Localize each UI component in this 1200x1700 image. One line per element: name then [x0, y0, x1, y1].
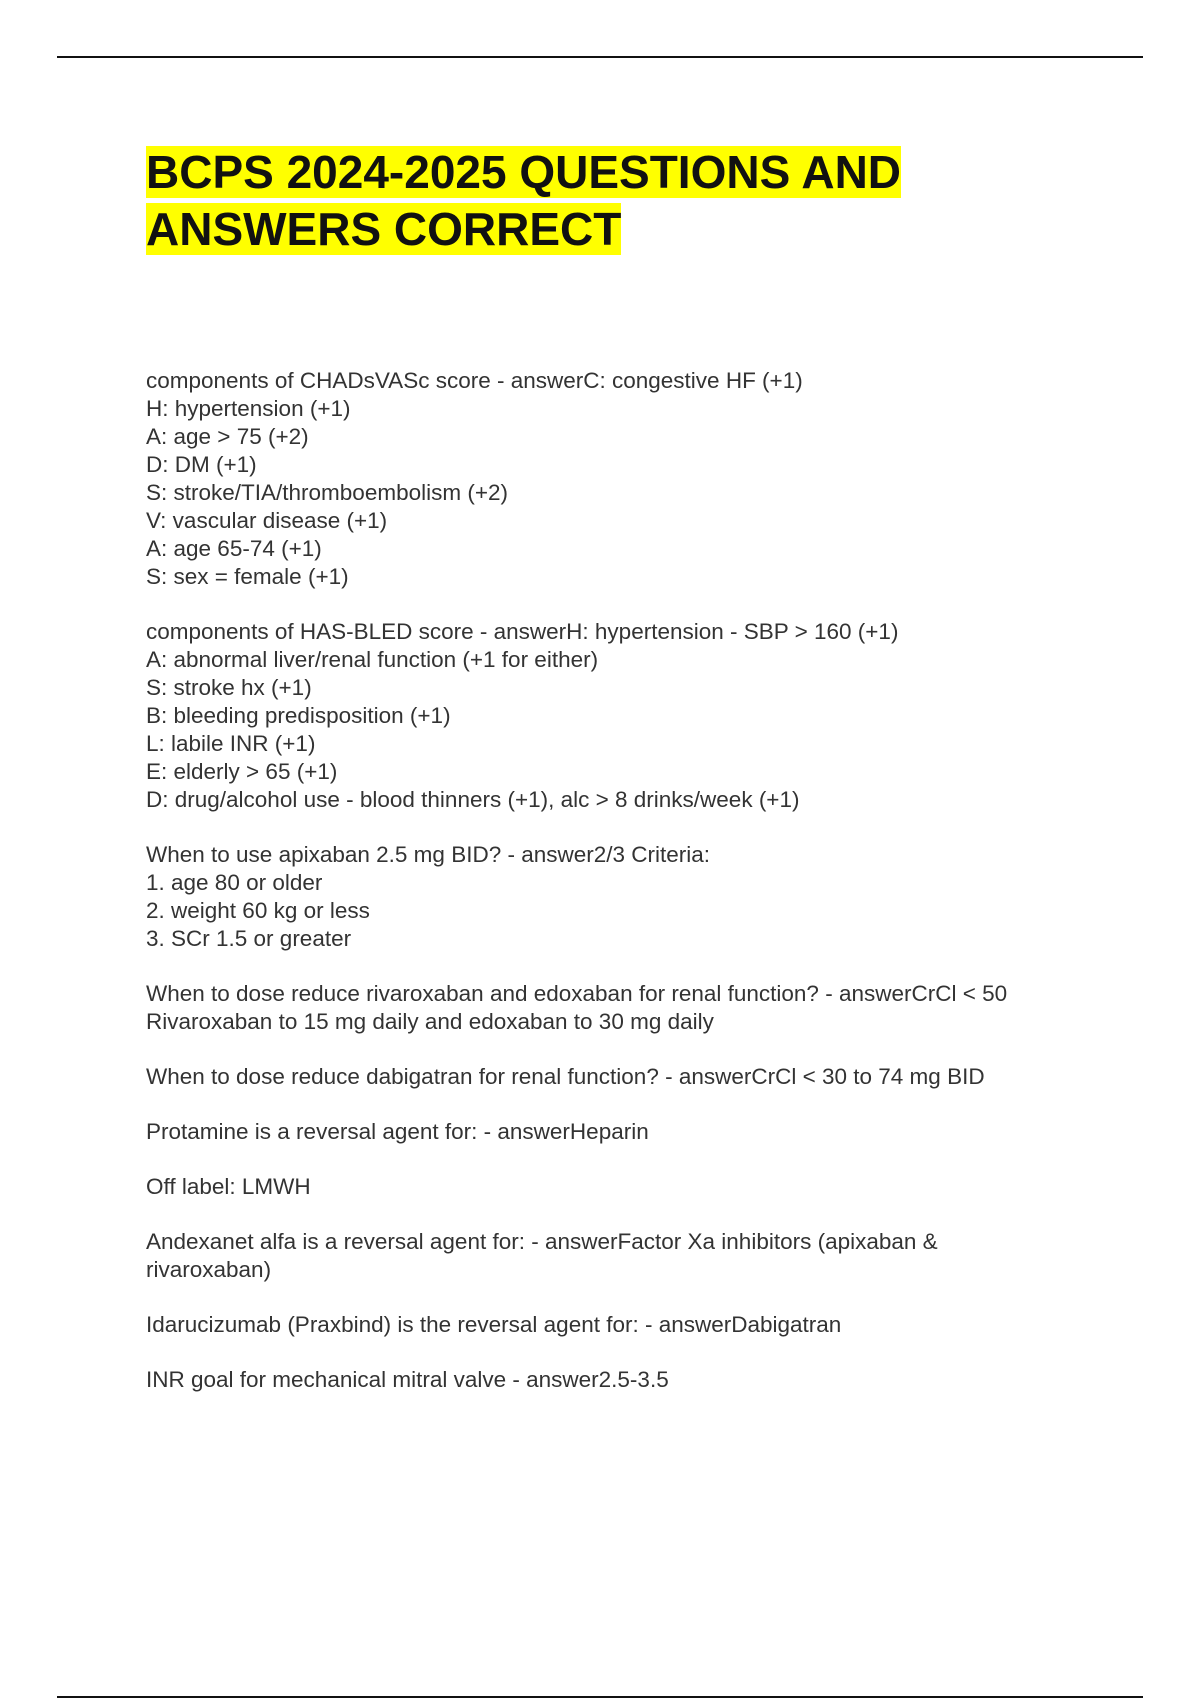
qa-line: When to dose reduce dabigatran for renal function? - answerCrCl < 30 to 74 mg BID [146, 1064, 985, 1089]
qa-line: A: age > 75 (+2) [146, 424, 309, 449]
qa-line: S: stroke/TIA/thromboembolism (+2) [146, 480, 508, 505]
qa-line: Rivaroxaban to 15 mg daily and edoxaban to 30 mg daily [146, 1009, 714, 1034]
qa-line: Andexanet alfa is a reversal agent for: - answerFactor Xa inhibitors (apixaban & [146, 1229, 938, 1254]
qa-line: S: sex = female (+1) [146, 564, 349, 589]
qa-has-bled [146, 618, 1106, 814]
qa-line: V: vascular disease (+1) [146, 508, 388, 533]
qa-line: D: drug/alcohol use - blood thinners (+1), alc > 8 drinks/week (+1) [146, 787, 800, 812]
qa-line: A: abnormal liver/renal function (+1 for either) [146, 647, 599, 672]
qa-line: Idarucizumab (Praxbind) is the reversal agent for: - answerDabigatran [146, 1312, 842, 1337]
qa-line: When to use apixaban 2.5 mg BID? - answer2/3 Criteria: [146, 842, 711, 867]
qa-off-label [146, 1173, 1106, 1201]
title-line-2: ANSWERS CORRECT [146, 203, 622, 255]
title-line-1: BCPS 2024-2025 QUESTIONS AND [146, 146, 902, 198]
qa-inr-goal [146, 1366, 1106, 1394]
page-title [146, 144, 1106, 258]
qa-line: E: elderly > 65 (+1) [146, 759, 338, 784]
qa-apixaban [146, 841, 1106, 953]
qa-rivaroxaban-edoxaban [146, 980, 1106, 1036]
qa-line: A: age 65-74 (+1) [146, 536, 322, 561]
qa-line: When to dose reduce rivaroxaban and edoxaban for renal function? - answerCrCl < 50 [146, 981, 1008, 1006]
qa-line: L: labile INR (+1) [146, 731, 316, 756]
qa-line: 3. SCr 1.5 or greater [146, 926, 352, 951]
bottom-rule [57, 1696, 1143, 1698]
qa-line: B: bleeding predisposition (+1) [146, 703, 451, 728]
qa-line: rivaroxaban) [146, 1257, 272, 1282]
qa-line: components of CHADsVASc score - answerC: congestive HF (+1) [146, 368, 803, 393]
top-rule [57, 56, 1143, 58]
qa-dabigatran-dose [146, 1063, 1106, 1091]
qa-line: INR goal for mechanical mitral valve - answer2.5-3.5 [146, 1367, 669, 1392]
qa-list [146, 367, 1106, 1421]
qa-line: D: DM (+1) [146, 452, 257, 477]
qa-line: Off label: LMWH [146, 1174, 311, 1199]
qa-protamine [146, 1118, 1106, 1146]
qa-chadsvasc [146, 367, 1106, 591]
qa-line: H: hypertension (+1) [146, 396, 351, 421]
qa-line: Protamine is a reversal agent for: - answerHeparin [146, 1119, 649, 1144]
qa-idarucizumab [146, 1311, 1106, 1339]
qa-andexanet [146, 1228, 1106, 1284]
qa-line: S: stroke hx (+1) [146, 675, 312, 700]
qa-line: 2. weight 60 kg or less [146, 898, 370, 923]
qa-line: 1. age 80 or older [146, 870, 323, 895]
qa-line: components of HAS-BLED score - answerH: hypertension - SBP > 160 (+1) [146, 619, 899, 644]
